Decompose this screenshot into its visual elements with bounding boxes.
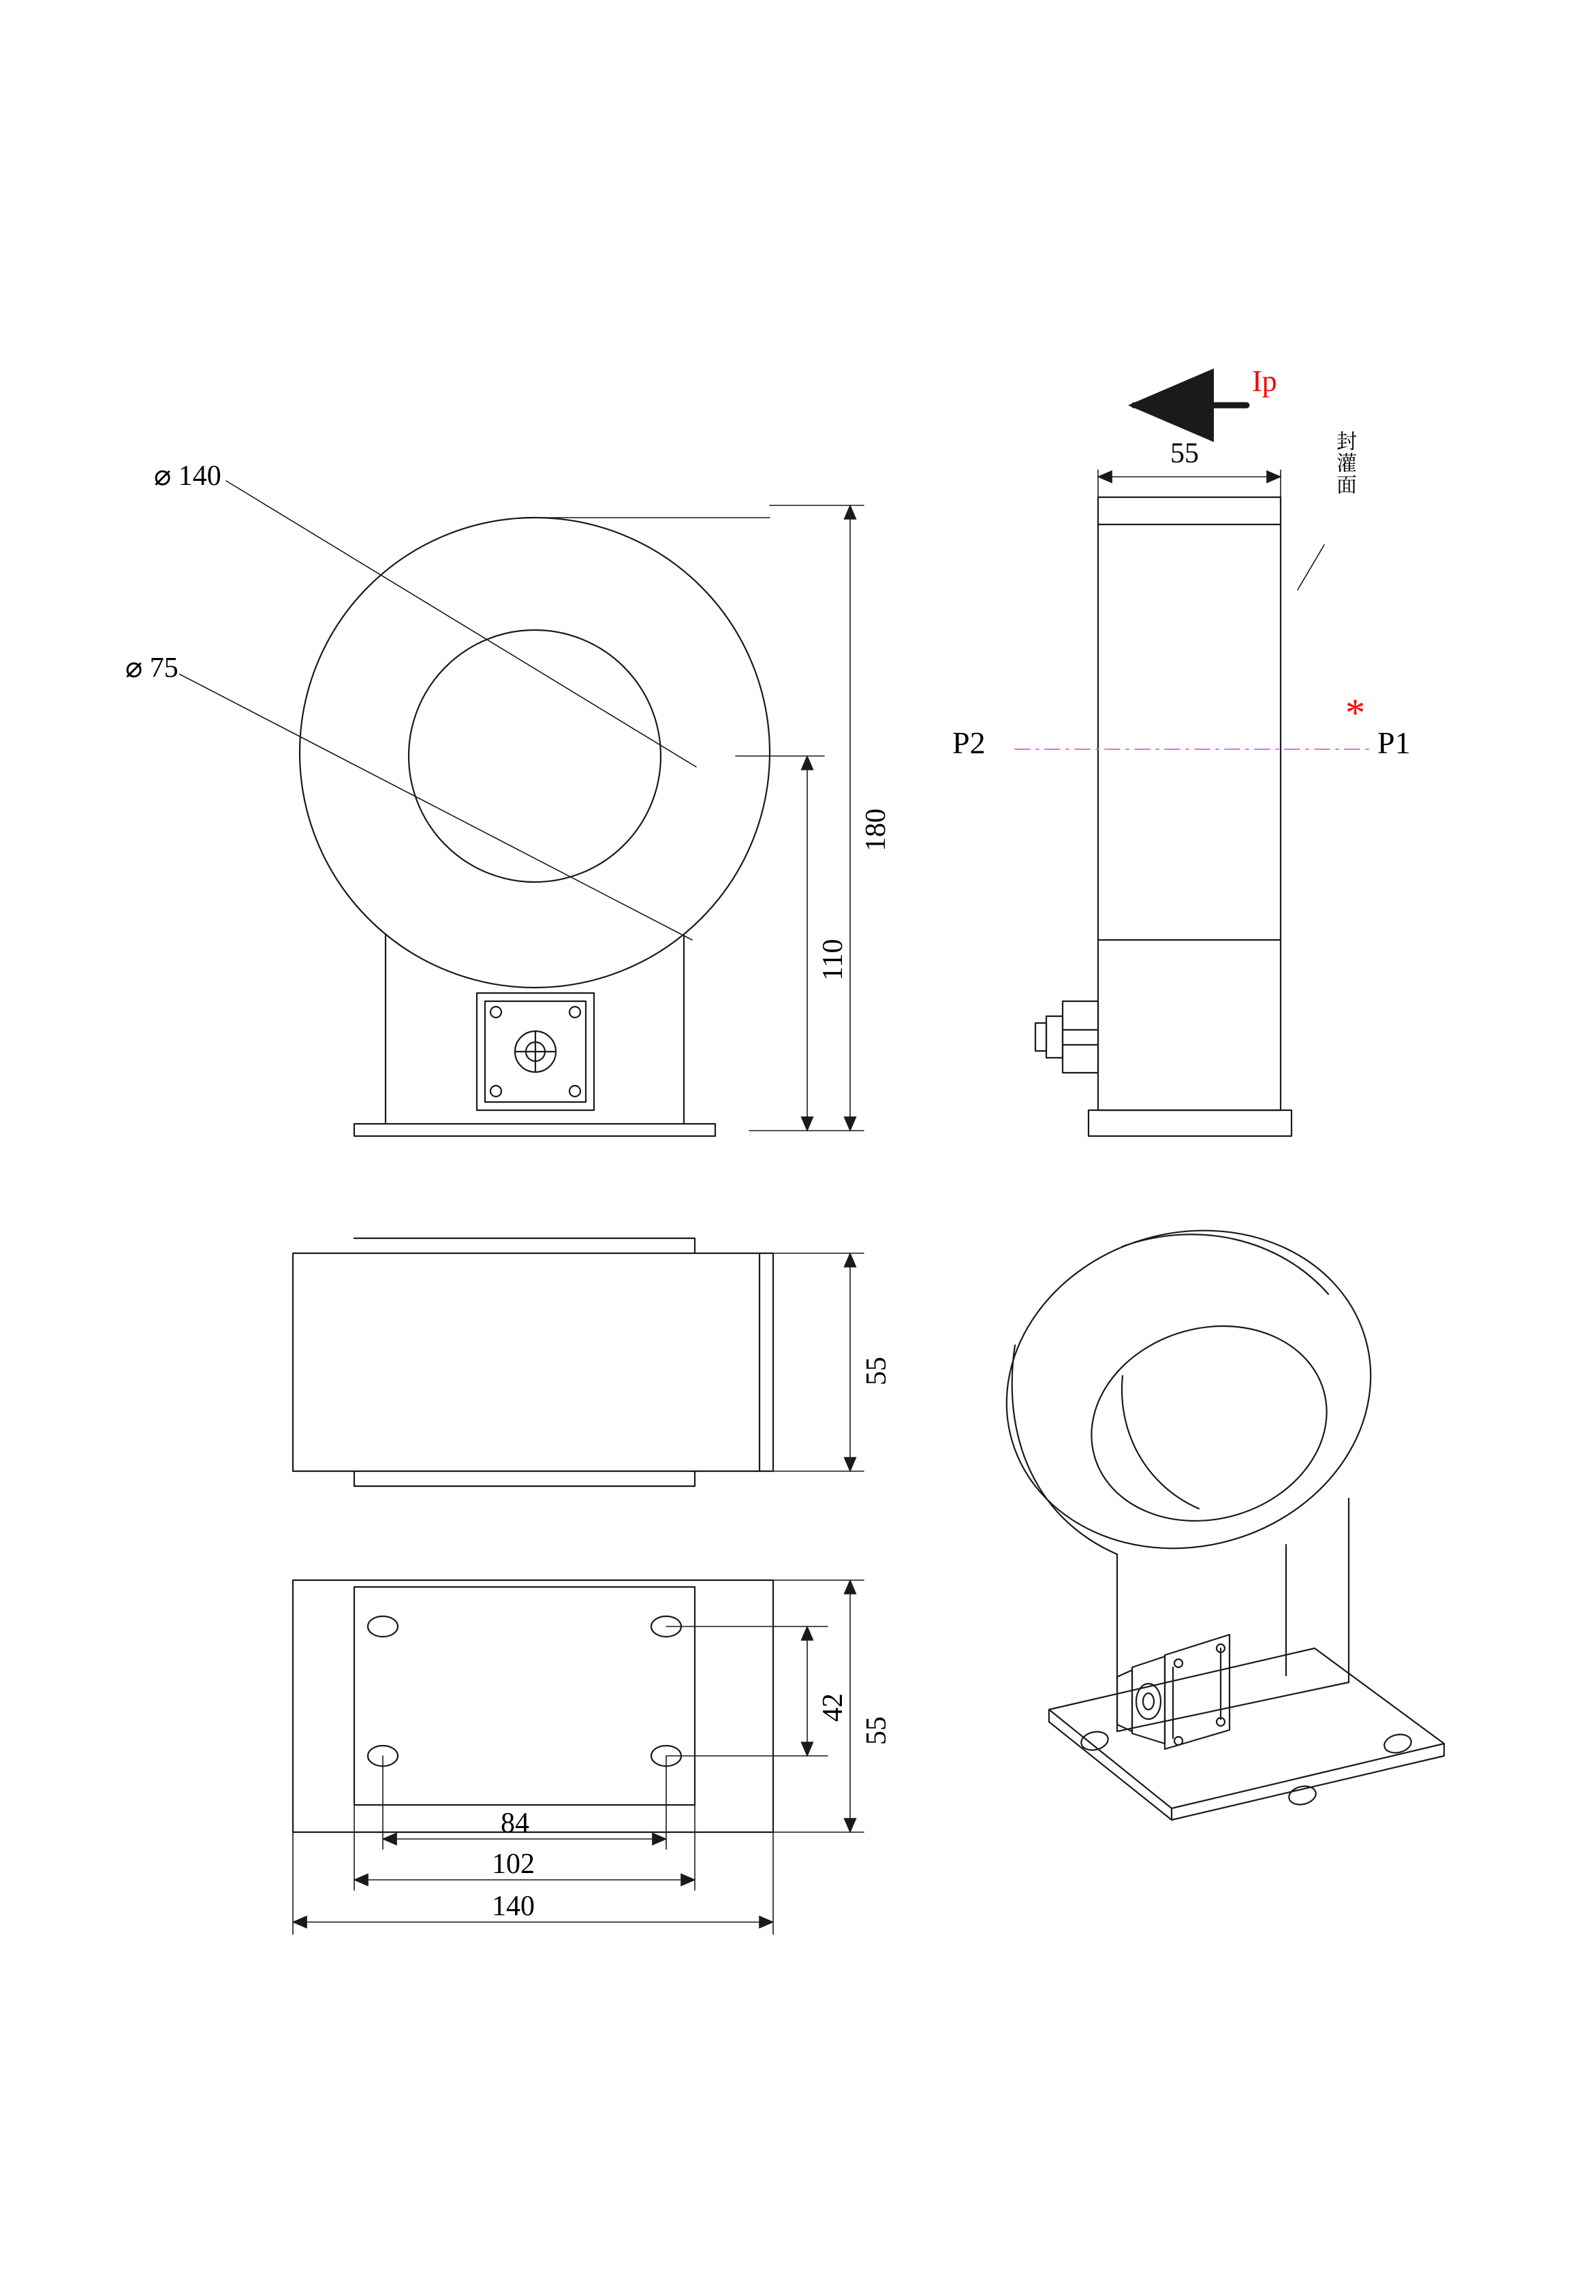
dim-outer-diameter: ⌀ 140 (154, 460, 221, 492)
dim-base-width-140: 140 (492, 1891, 535, 1922)
dim-overall-height-180: 180 (860, 808, 892, 851)
dim-base-depth-55: 55 (861, 1716, 892, 1745)
top-view-geometry (293, 1238, 773, 1486)
label-ip: Ip (1252, 364, 1277, 398)
dim-hole-pitch-42: 42 (817, 1693, 849, 1722)
dim-depth-55-top: 55 (861, 1357, 892, 1385)
top-view-dim-55 (773, 1253, 864, 1471)
front-view-geometry (300, 518, 770, 1136)
side-view-geometry (1035, 497, 1292, 1136)
dim-center-height-110: 110 (817, 939, 849, 981)
label-p2: P2 (952, 725, 986, 760)
label-p1: P1 (1377, 725, 1411, 760)
iso-view-geometry (969, 1188, 1444, 1820)
dim-hole-pitch-84: 84 (501, 1808, 529, 1839)
dim-inner-diameter: ⌀ 75 (125, 652, 178, 684)
side-view-dim-55 (1098, 470, 1281, 497)
label-potting-surface: 封灌面 (1332, 430, 1356, 496)
bottom-view-geometry (293, 1580, 773, 1832)
label-polarity-star: * (1345, 691, 1365, 735)
dim-width-55-side: 55 (1170, 438, 1199, 469)
bottom-view-dimensions (293, 1580, 864, 1934)
front-view-dimensions (535, 505, 864, 1131)
dim-base-inner-102: 102 (492, 1849, 535, 1880)
front-view-leaders (180, 481, 696, 940)
potting-leader (1298, 545, 1324, 590)
